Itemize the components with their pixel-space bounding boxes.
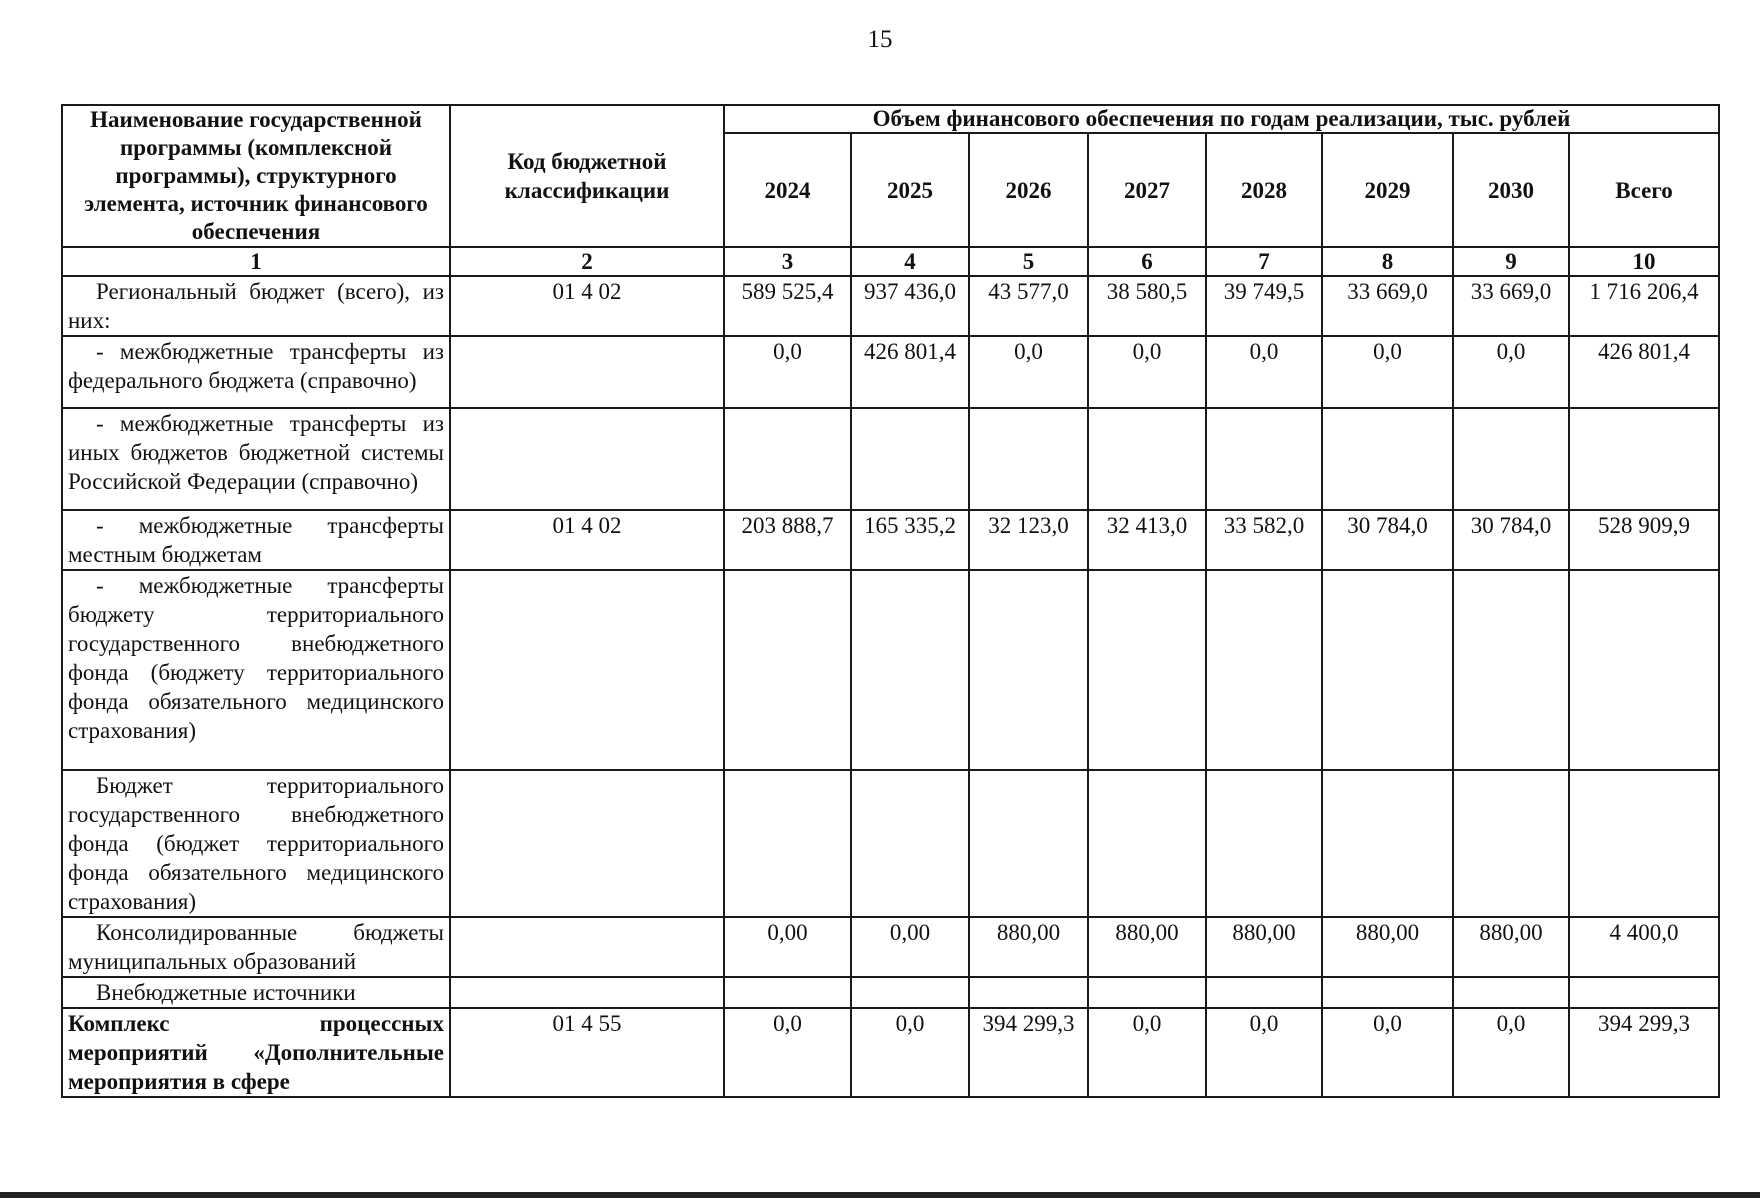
column-number: 4 xyxy=(851,247,969,276)
header-year-2027: 2027 xyxy=(1088,133,1206,247)
row-value-cell: 33 669,0 xyxy=(1322,276,1453,336)
column-number: 10 xyxy=(1569,247,1719,276)
header-name-column: Наименование государственной программы (комплексной программы), структурного элемента, источник финансового обеспечения xyxy=(62,105,450,247)
header-total: Всего xyxy=(1569,133,1719,247)
row-value-cell: 937 436,0 xyxy=(851,276,969,336)
row-value-cell: 0,0 xyxy=(1206,1008,1322,1097)
header-year-2026: 2026 xyxy=(969,133,1088,247)
row-value-cell xyxy=(1088,977,1206,1008)
row-value-cell: 0,0 xyxy=(1322,1008,1453,1097)
row-value-cell: 0,0 xyxy=(724,1008,851,1097)
row-code-cell: 01 4 55 xyxy=(450,1008,724,1097)
row-value-cell: 32 413,0 xyxy=(1088,510,1206,570)
row-value-cell xyxy=(724,408,851,510)
table-row xyxy=(62,336,1719,408)
table-row xyxy=(62,570,1719,770)
column-number: 6 xyxy=(1088,247,1206,276)
column-number: 7 xyxy=(1206,247,1322,276)
row-name-cell: Внебюджетные источники xyxy=(62,977,450,1008)
table-row xyxy=(62,408,1719,510)
row-value-cell: 528 909,9 xyxy=(1569,510,1719,570)
column-number: 8 xyxy=(1322,247,1453,276)
row-value-cell xyxy=(969,977,1088,1008)
row-value-cell: 394 299,3 xyxy=(1569,1008,1719,1097)
row-value-cell: 426 801,4 xyxy=(1569,336,1719,408)
row-value-cell xyxy=(851,570,969,770)
column-number: 2 xyxy=(450,247,724,276)
row-value-cell xyxy=(1088,770,1206,917)
row-value-cell: 426 801,4 xyxy=(851,336,969,408)
header-year-2024: 2024 xyxy=(724,133,851,247)
row-value-cell xyxy=(724,977,851,1008)
row-code-cell: 01 4 02 xyxy=(450,510,724,570)
row-name-cell: Бюджет территориального государственного внебюджетного фонда (бюджет территориального фонда обязательного медицинского страхования) xyxy=(62,770,450,917)
table-row xyxy=(62,977,1719,1008)
row-value-cell xyxy=(1453,570,1569,770)
row-value-cell xyxy=(1088,570,1206,770)
column-number: 5 xyxy=(969,247,1088,276)
row-value-cell: 43 577,0 xyxy=(969,276,1088,336)
row-value-cell: 880,00 xyxy=(1322,917,1453,977)
row-value-cell: 394 299,3 xyxy=(969,1008,1088,1097)
row-code-cell xyxy=(450,336,724,408)
row-value-cell xyxy=(724,770,851,917)
header-year-2029: 2029 xyxy=(1322,133,1453,247)
row-value-cell xyxy=(1569,408,1719,510)
row-value-cell xyxy=(1453,408,1569,510)
row-value-cell xyxy=(969,408,1088,510)
row-value-cell: 589 525,4 xyxy=(724,276,851,336)
row-value-cell xyxy=(1453,977,1569,1008)
row-code-cell xyxy=(450,917,724,977)
row-value-cell xyxy=(1206,977,1322,1008)
row-value-cell xyxy=(1453,770,1569,917)
row-value-cell: 880,00 xyxy=(969,917,1088,977)
column-number: 3 xyxy=(724,247,851,276)
row-value-cell xyxy=(1569,977,1719,1008)
header-code-column: Код бюджетной классификации xyxy=(450,105,724,247)
header-funding-span: Объем финансового обеспечения по годам реализации, тыс. рублей xyxy=(724,105,1719,133)
row-value-cell: 39 749,5 xyxy=(1206,276,1322,336)
row-name-cell: - межбюджетные трансферты из иных бюджетов бюджетной системы Российской Федерации (справочно) xyxy=(62,408,450,510)
row-code-cell: 01 4 02 xyxy=(450,276,724,336)
row-value-cell xyxy=(1322,408,1453,510)
table-row xyxy=(62,1008,1719,1097)
row-value-cell: 0,0 xyxy=(969,336,1088,408)
row-code-cell xyxy=(450,977,724,1008)
row-value-cell xyxy=(1088,408,1206,510)
row-value-cell: 33 669,0 xyxy=(1453,276,1569,336)
column-numbers-row xyxy=(62,247,1719,276)
row-value-cell: 0,00 xyxy=(851,917,969,977)
row-value-cell: 38 580,5 xyxy=(1088,276,1206,336)
row-name-cell: Региональный бюджет (всего), из них: xyxy=(62,276,450,336)
row-value-cell xyxy=(1322,977,1453,1008)
row-value-cell xyxy=(1206,770,1322,917)
row-value-cell xyxy=(724,570,851,770)
row-value-cell: 33 582,0 xyxy=(1206,510,1322,570)
row-value-cell: 880,00 xyxy=(1453,917,1569,977)
row-value-cell xyxy=(851,977,969,1008)
row-value-cell xyxy=(969,570,1088,770)
row-name-cell: - межбюджетные трансферты из федерального бюджета (справочно) xyxy=(62,336,450,408)
row-code-cell xyxy=(450,770,724,917)
row-value-cell: 0,00 xyxy=(724,917,851,977)
row-code-cell xyxy=(450,570,724,770)
header-year-2030: 2030 xyxy=(1453,133,1569,247)
row-name-cell: Комплекс процессных мероприятий «Дополнительные мероприятия в сфере xyxy=(62,1008,450,1097)
page-bottom-rule xyxy=(0,1192,1760,1198)
row-name-cell: - межбюджетные трансферты бюджету территориального государственного внебюджетного фонда (бюджету территориального фонда обязательного медицинского страхования) xyxy=(62,570,450,770)
row-value-cell: 0,0 xyxy=(1206,336,1322,408)
row-value-cell xyxy=(851,408,969,510)
row-name-cell: - межбюджетные трансферты местным бюджетам xyxy=(62,510,450,570)
header-year-2028: 2028 xyxy=(1206,133,1322,247)
row-value-cell: 0,0 xyxy=(1453,336,1569,408)
page-number: 15 xyxy=(867,26,893,53)
header-year-2025: 2025 xyxy=(851,133,969,247)
row-value-cell xyxy=(1206,570,1322,770)
table-row xyxy=(62,276,1719,336)
table-body xyxy=(62,276,1719,1097)
row-value-cell xyxy=(1322,570,1453,770)
row-value-cell: 0,0 xyxy=(1088,336,1206,408)
column-number: 1 xyxy=(62,247,450,276)
row-value-cell: 4 400,0 xyxy=(1569,917,1719,977)
table-row xyxy=(62,510,1719,570)
row-value-cell: 880,00 xyxy=(1088,917,1206,977)
row-value-cell: 1 716 206,4 xyxy=(1569,276,1719,336)
row-value-cell: 0,0 xyxy=(1322,336,1453,408)
row-value-cell xyxy=(969,770,1088,917)
row-value-cell: 165 335,2 xyxy=(851,510,969,570)
row-value-cell xyxy=(1569,570,1719,770)
table-row xyxy=(62,770,1719,917)
row-value-cell: 0,0 xyxy=(1088,1008,1206,1097)
row-code-cell xyxy=(450,408,724,510)
row-value-cell: 0,0 xyxy=(851,1008,969,1097)
budget-table xyxy=(61,104,1720,1098)
row-value-cell xyxy=(1322,770,1453,917)
column-number: 9 xyxy=(1453,247,1569,276)
row-value-cell xyxy=(851,770,969,917)
row-name-cell: Консолидированные бюджеты муниципальных образований xyxy=(62,917,450,977)
table-row xyxy=(62,917,1719,977)
row-value-cell: 880,00 xyxy=(1206,917,1322,977)
row-value-cell: 0,0 xyxy=(1453,1008,1569,1097)
row-value-cell: 32 123,0 xyxy=(969,510,1088,570)
row-value-cell xyxy=(1206,408,1322,510)
row-value-cell: 30 784,0 xyxy=(1322,510,1453,570)
row-value-cell xyxy=(1569,770,1719,917)
row-value-cell: 0,0 xyxy=(724,336,851,408)
row-value-cell: 30 784,0 xyxy=(1453,510,1569,570)
row-value-cell: 203 888,7 xyxy=(724,510,851,570)
